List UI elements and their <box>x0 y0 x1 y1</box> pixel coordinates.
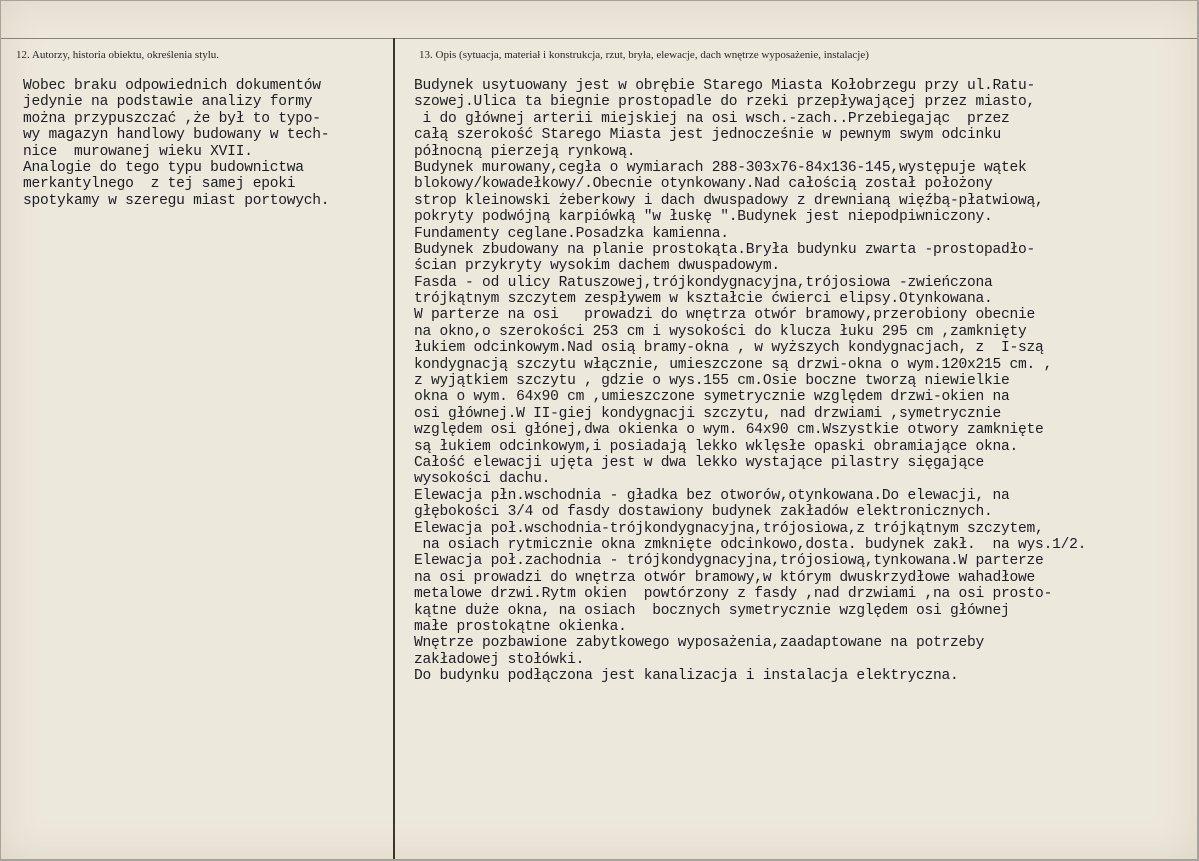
description-text-line: Elewacja poł.wschodnia-trójkondygnacyjna,trójosiowa,z trójkątnym szczytem, <box>414 520 1044 537</box>
description-text-line: metalowe drzwi.Rytm okien powtórzony z fasdy ,nad drzwiami ,na osi prosto- <box>414 586 1053 603</box>
description-text-line: Elewacja płn.wschodnia - gładka bez otworów,otynkowana.Do elewacji, na <box>414 487 1010 504</box>
description-text <box>414 78 1086 684</box>
description-text-line: z wyjątkiem szczytu , gdzie o wys.155 cm.Osie boczne tworzą niewielkie <box>414 373 1010 390</box>
description-text-line: szowej.Ulica ta biegnie prostopadle do rzeki przepływającej przez miasto, <box>414 94 1036 111</box>
description-text-line: ścian przykryty wysokim dachem dwuspadowym. <box>414 258 780 275</box>
section-13-heading: 13. Opis (sytuacja, materiał i konstrukcja, rzut, bryła, elewacje, dach wnętrze wyposażenie, instalacje) <box>419 49 869 61</box>
authors-text-line: jedynie na podstawie analizy formy <box>23 94 313 111</box>
description-text-line: Do budynku podłączona jest kanalizacja i instalacja elektryczna. <box>414 668 959 685</box>
description-text-line: strop kleinowski żeberkowy i dach dwuspadowy z drewnianą więźbą-płatwiową, <box>414 192 1044 209</box>
authors-text-line: spotykamy w szeregu miast portowych. <box>23 192 330 209</box>
description-text-line: Budynek usytuowany jest w obrębie Starego Miasta Kołobrzegu przy ul.Ratu- <box>414 78 1036 94</box>
description-text-line: łukiem odcinkowym.Nad osią bramy-okna , w wyższych kondygnacjach, z I-szą <box>414 340 1044 357</box>
description-text-line: kondygnacją szczytu włącznie, umieszczone są drzwi-okna o wym.120x215 cm. , <box>414 356 1053 373</box>
description-text-line: całą szerokość Starego Miasta jest jednocześnie w pewnym swym odcinku <box>414 127 1002 144</box>
authors-text-line: wy magazyn handlowy budowany w tech- <box>23 127 330 144</box>
description-text-line: Fundamenty ceglane.Posadzka kamienna. <box>414 225 729 242</box>
description-text-line: blokowy/kowadełkowy/.Obecnie otynkowany.Nad całością został położony <box>414 176 993 193</box>
column-divider <box>393 38 395 859</box>
description-text-line: okna o wym. 64x90 cm ,umieszczone symetrycznie względem drzwi-okien na <box>414 389 1010 406</box>
description-text-line: osi głównej.W II-giej kondygnacji szczytu, nad drzwiami ,symetrycznie <box>414 405 1002 422</box>
authors-text-line: można przypuszczać ,że był to typo- <box>23 110 321 127</box>
description-text-line: pokryty podwójną karpiówką "w łuskę ".Budynek jest niepodpiwniczony. <box>414 209 993 226</box>
description-text-line: W parterze na osi prowadzi do wnętrza otwór bramowy,przerobiony obecnie <box>414 307 1036 324</box>
description-text-line: wysokości dachu. <box>414 471 551 488</box>
description-text-line: i do głównej arterii miejskiej na osi wsch.-zach..Przebiegając przez <box>414 110 1010 127</box>
authors-text-line: merkantylnego z tej samej epoki <box>23 176 296 193</box>
authors-text-line: Wobec braku odpowiednich dokumentów <box>23 78 321 94</box>
description-text-line: Fasda - od ulicy Ratuszowej,trójkondygnacyjna,trójosiowa -zwieńczona <box>414 274 993 291</box>
description-text-line: północną pierzeją rynkową. <box>414 143 636 160</box>
description-text-line: względem osi głónej,dwa okienka o wym. 64x90 cm.Wszystkie otwory zamknięte <box>414 422 1044 439</box>
description-text-line: na osi prowadzi do wnętrza otwór bramowy,w którym dwuskrzydłowe wahadłowe <box>414 569 1036 586</box>
description-text-line: na osiach rytmicznie okna zmknięte odcinkowo,dosta. budynek zakł. na wys.1/2. <box>414 536 1087 553</box>
authors-text-line: Analogie do tego typu budownictwa <box>23 159 304 176</box>
description-text-line: małe prostokątne okienka. <box>414 618 627 635</box>
description-text-line: są łukiem odcinkowym,i posiadają lekko wklęsłe opaski obramiające okna. <box>414 438 1019 455</box>
description-text-line: kątne duże okna, na osiach bocznych symetrycznie względem osi głównej <box>414 602 1010 619</box>
description-text-line: Elewacja poł.zachodnia - trójkondygnacyjna,trójosiową,tynkowana.W parterze <box>414 553 1044 570</box>
authors-history-text <box>23 78 329 209</box>
description-text-line: zakładowej stołówki. <box>414 651 585 668</box>
description-text-line: Całość elewacji ujęta jest w dwa lekko wystające pilastry sięgające <box>414 454 985 471</box>
description-text-line: Wnętrze pozbawione zabytkowego wyposażenia,zaadaptowane na potrzeby <box>414 635 985 652</box>
description-text-line: trójkątnym szczytem zespływem w kształcie ćwierci elipsy.Otynkowana. <box>414 291 993 308</box>
section-12-heading: 12. Autorzy, historia obiektu, określenia stylu. <box>16 49 220 61</box>
header-rule <box>1 38 1197 39</box>
description-text-line: Budynek murowany,cegła o wymiarach 288-303x76-84x136-145,występuje wątek <box>414 159 1027 176</box>
description-text-line: Budynek zbudowany na planie prostokąta.Bryła budynku zwarta -prostopadło- <box>414 241 1036 258</box>
authors-text-line: nice murowanej wieku XVII. <box>23 143 253 160</box>
description-text-line: głębokości 3/4 od fasdy dostawiony budynek zakładów elektronicznych. <box>414 504 993 521</box>
document-card <box>1 1 1197 859</box>
description-text-line: na okno,o szerokości 253 cm i wysokości do klucza łuku 295 cm ,zamknięty <box>414 323 1027 340</box>
